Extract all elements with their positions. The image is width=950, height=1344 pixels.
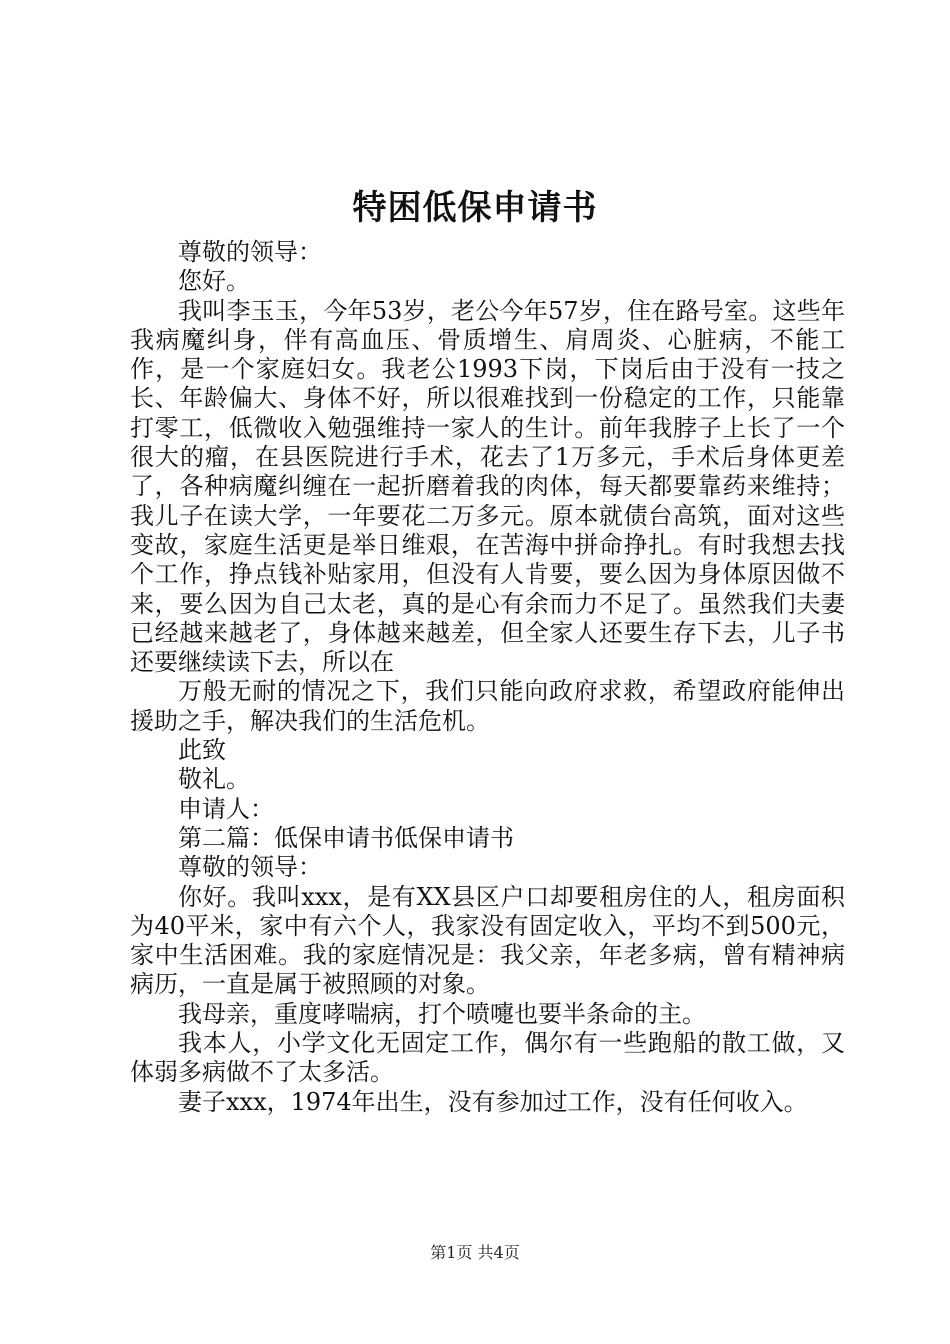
page-footer: 第1页 共4页 — [430, 1243, 520, 1262]
paragraph: 我叫李玉玉，今年53岁，老公今年57岁，住在路号室。这些年我病魔纠身，伴有高血压、骨质增生、肩周炎、心脏病，不能工作，是一个家庭妇女。我老公1993下岗，下岗后由于没有一技之长、年龄偏大、身体不好，所以很难找到一份稳定的工作，只能靠打零工，低微收入勉强维持一家人的生计。前年我脖子上长了一个很大的瘤，在县医院进行手术，花去了1万多元，手术后身体更差了，各种病魔纠缠在一起折磨着我的肉体，每天都要靠药来维持；我儿子在读大学，一年要花二万多元。原本就债台高筑，面对这些变故，家庭生活更是举日维艰，在苦海中拼命挣扎。有时我想去找个工作，挣点钱补贴家用，但没有人肯要，要么因为身体原因做不来，要么因为自己太老，真的是心有余而力不足了。虽然我们夫妻已经越来越老了，身体越来越差，但全家人还要生存下去，儿子书还要继续读下去，所以在 — [130, 296, 845, 677]
document-body — [130, 238, 845, 1117]
paragraph: 第二篇：低保申请书低保申请书 — [178, 823, 514, 852]
paragraph: 我本人，小学文化无固定工作，偶尔有一些跑船的散工做，又体弱多病做不了太多活。 — [130, 1029, 845, 1087]
paragraph: 您好。 — [178, 267, 250, 296]
paragraph: 申请人： — [178, 794, 274, 823]
document-title: 特困低保申请书 — [352, 188, 598, 228]
paragraph: 尊敬的领导： — [178, 238, 322, 266]
paragraph: 万般无耐的情况之下，我们只能向政府求救，希望政府能伸出援助之手，解决我们的生活危机。 — [130, 677, 845, 735]
paragraph: 尊敬的领导： — [178, 853, 322, 882]
paragraph: 你好。我叫xxx，是有XX县区户口却要租房住的人，租房面积为40平米，家中有六个人，我家没有固定收入，平均不到500元，家中生活困难。我的家庭情况是：我父亲，年老多病，曾有精神病病历，一直是属于被照顾的对象。 — [130, 882, 845, 999]
paragraph: 此致 — [178, 736, 226, 765]
paragraph: 我母亲，重度哮喘病，打个喷嚏也要半条命的主。 — [178, 999, 706, 1028]
paragraph: 妻子xxx，1974年出生，没有参加过工作，没有任何收入。 — [178, 1087, 808, 1116]
paragraph: 敬礼。 — [178, 765, 250, 794]
